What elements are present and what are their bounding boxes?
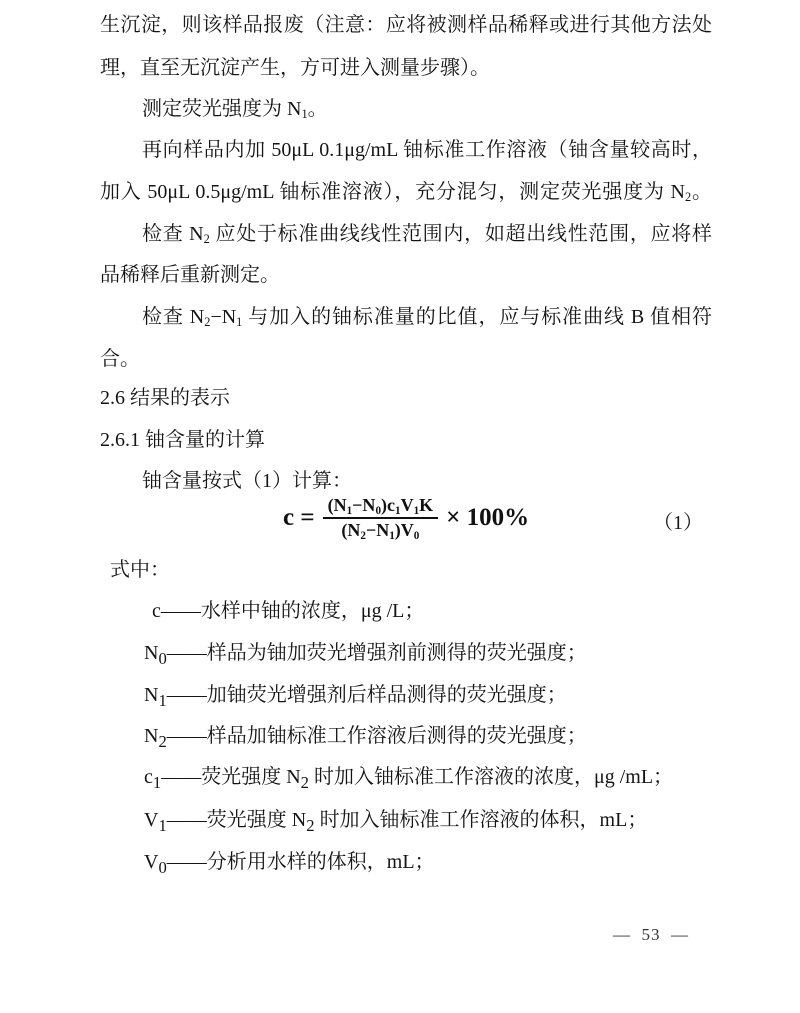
definition-v0: $V_0——$分析用水样的体积，mL； [144,851,435,877]
formula-denominator: $(N_2-N_1)V_0$ [323,517,439,541]
definition-c: c——水样中铀的浓度，μg /L； [152,600,425,622]
formula-intro: 铀含量按式（1）计算： [142,470,352,492]
definition-c1: $c_1——$荧光强度 $N_2$ 时加入铀标准工作溶液的浓度，μg /mL； [144,766,674,792]
formula-numerator: $(N_1-N_0)c_1V_1K$ [327,495,434,517]
formula-multiplier: × 100% [446,504,530,531]
definition-v1: $V_1——$荧光强度 $N_2$ 时加入铀标准工作溶液的体积，mL； [144,809,648,835]
paragraph-line: 测定荧光强度为 $N_1$。 [142,98,328,122]
paragraph-line: 生沉淀，则该样品报废（注意：应将被测样品稀释或进行其他方法处 [100,14,712,36]
page-number: — 53 — [613,925,689,944]
formula-equation [283,495,529,541]
section-heading-2-6-1: 2.6.1 铀含量的计算 [100,429,265,451]
paragraph-line: 合。 [100,348,140,370]
formula-lhs: c = [283,504,315,531]
paragraph-line: 理，直至无沉淀产生，方可进入测量步骤）。 [100,57,490,79]
definition-n2: $N_2——$样品加铀标准工作溶液后测得的荧光强度； [144,725,587,751]
formula-fraction [323,495,439,541]
paragraph-line: 再向样品内加 50μL 0.1μg/mL 铀标准工作溶液（铀含量较高时， [142,139,712,161]
paragraph-line: 检查 $N_2$ 应处于标准曲线线性范围内，如超出线性范围，应将样 [142,223,712,247]
definition-n1: $N_1——$加铀荧光增强剂后样品测得的荧光强度； [144,684,567,710]
paragraph-line: 品稀释后重新测定。 [100,264,280,286]
section-heading-2-6: 2.6 结果的表示 [100,387,230,409]
paragraph-line: 检查 $N_2-N_1$ 与加入的铀标准量的比值，应与标准曲线 B 值相符 [142,306,713,330]
definition-n0: $N_0——$样品为铀加荧光增强剂前测得的荧光强度； [144,642,587,668]
paragraph-line: 加入 50μL 0.5μg/mL 铀标准溶液），充分混匀，测定荧光强度为 $N_2$。 [100,181,713,205]
where-label: 式中： [110,559,170,581]
equation-number: （1） [653,512,703,534]
